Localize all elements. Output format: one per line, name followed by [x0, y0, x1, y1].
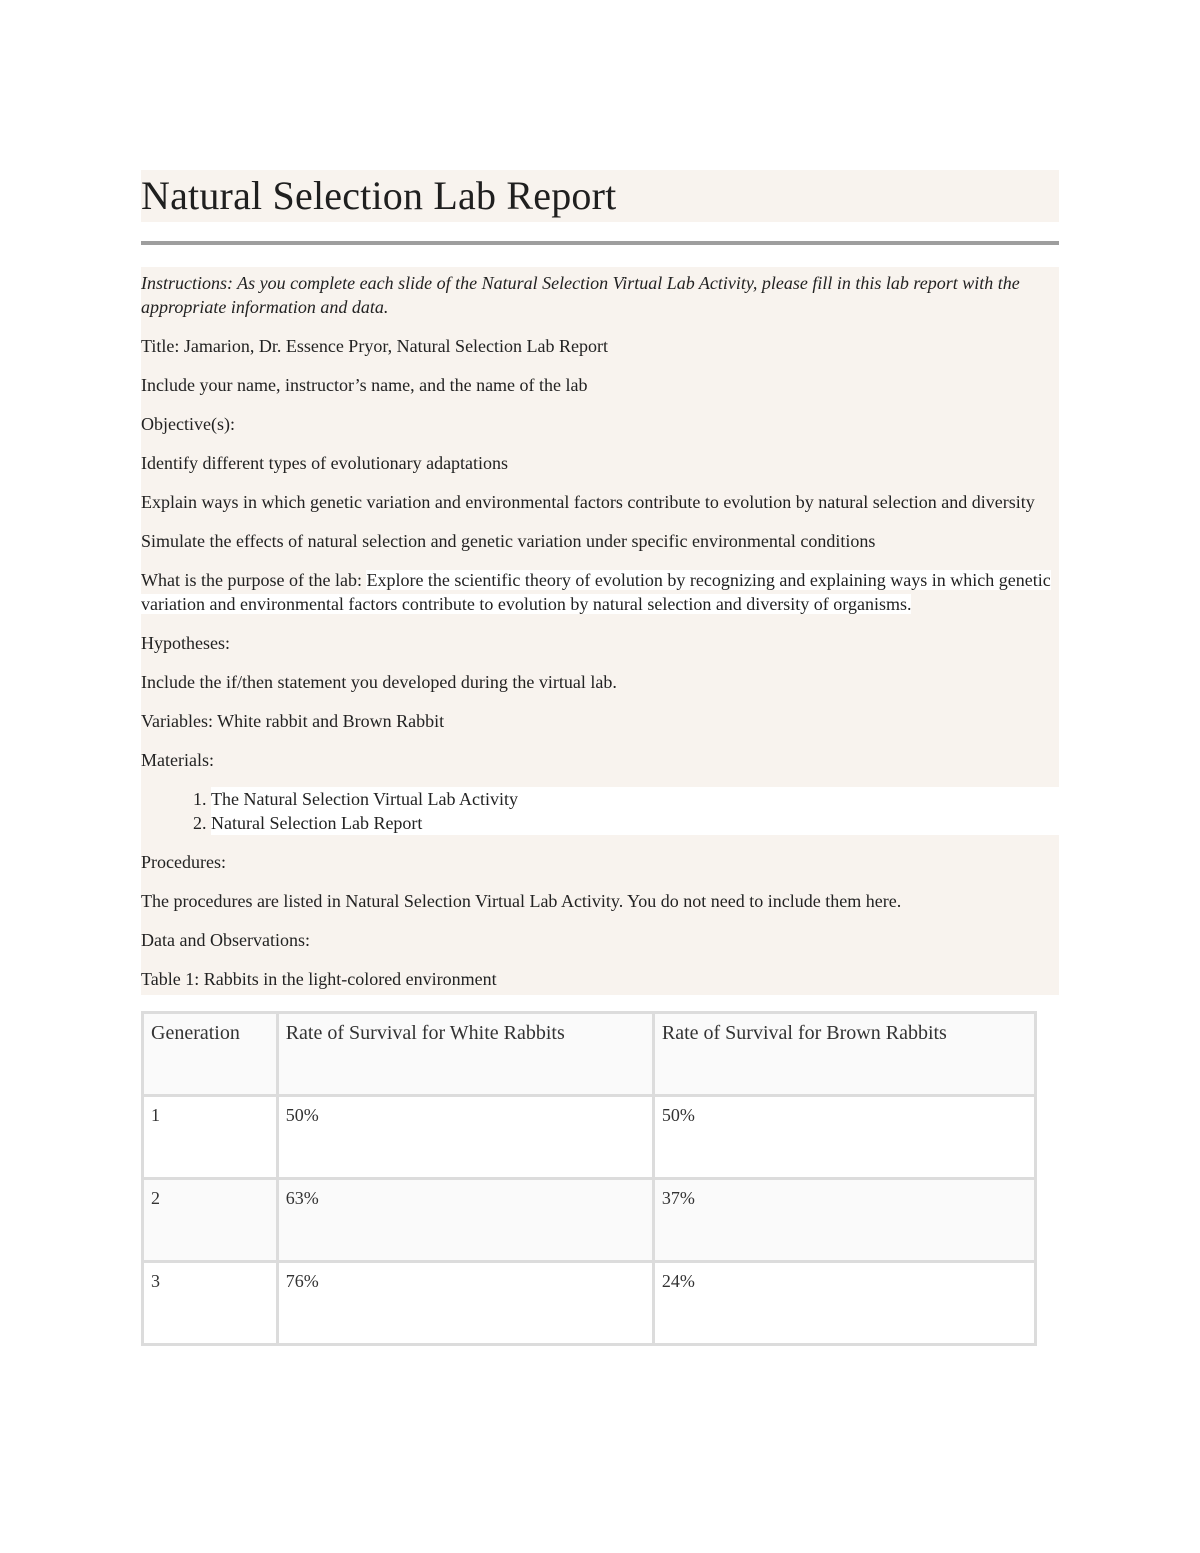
objective-item: Explain ways in which genetic variation and environmental factors contribute to evolution by natural selection and diversity [141, 492, 1035, 512]
instructions-text: Instructions: As you complete each slide of the Natural Selection Virtual Lab Activity, please fill in this lab report with the appropriate information and data. [141, 273, 1020, 317]
cell-brown-survival: 24% [653, 1262, 1035, 1345]
table-header-row [143, 1013, 1036, 1096]
purpose-label: What is the purpose of the lab: [141, 570, 367, 590]
table-row [143, 1179, 1036, 1262]
objective-item: Identify different types of evolutionary adaptations [141, 453, 509, 473]
procedures-heading: Procedures: [141, 852, 226, 872]
document-page [141, 170, 1059, 1346]
title-divider [141, 241, 1059, 245]
survival-table [141, 1011, 1037, 1346]
materials-item: 2. Natural Selection Lab Report [211, 811, 1059, 835]
cell-white-survival: 50% [277, 1096, 653, 1179]
materials-list [141, 787, 1059, 835]
objective-item: Simulate the effects of natural selection and genetic variation under specific environmental conditions [141, 531, 876, 551]
cell-generation: 2 [143, 1179, 278, 1262]
variables-line: Variables: White rabbit and Brown Rabbit [141, 711, 445, 731]
header-generation: Generation [143, 1013, 278, 1096]
cell-generation: 1 [143, 1096, 278, 1179]
materials-heading: Materials: [141, 750, 214, 770]
cell-generation: 3 [143, 1262, 278, 1345]
objectives-heading: Objective(s): [141, 414, 235, 434]
table-caption: Table 1: Rabbits in the light-colored environment [141, 969, 497, 989]
procedures-text: The procedures are listed in Natural Selection Virtual Lab Activity. You do not need to include them here. [141, 891, 902, 911]
table-row [143, 1096, 1036, 1179]
purpose-answer: Explore the scientific theory of evolution by recognizing and explaining ways in which genetic variation and environmental factors contribute to evolution by natural selection and diversity of organisms. [141, 570, 1051, 614]
purpose-paragraph [141, 568, 1059, 616]
cell-white-survival: 63% [277, 1179, 653, 1262]
hypotheses-heading: Hypotheses: [141, 633, 230, 653]
table-row [143, 1262, 1036, 1345]
header-white-survival: Rate of Survival for White Rabbits [277, 1013, 653, 1096]
title-band [141, 170, 1059, 222]
hypotheses-hint: Include the if/then statement you developed during the virtual lab. [141, 672, 617, 692]
data-heading: Data and Observations: [141, 930, 310, 950]
document-title: Natural Selection Lab Report [141, 173, 617, 218]
cell-brown-survival: 37% [653, 1179, 1035, 1262]
header-brown-survival: Rate of Survival for Brown Rabbits [653, 1013, 1035, 1096]
cell-brown-survival: 50% [653, 1096, 1035, 1179]
title-hint: Include your name, instructor’s name, and the name of the lab [141, 375, 588, 395]
report-body [141, 267, 1059, 995]
cell-white-survival: 76% [277, 1262, 653, 1345]
materials-item: 1. The Natural Selection Virtual Lab Activity [211, 787, 1059, 811]
title-line: Title: Jamarion, Dr. Essence Pryor, Natural Selection Lab Report [141, 336, 609, 356]
